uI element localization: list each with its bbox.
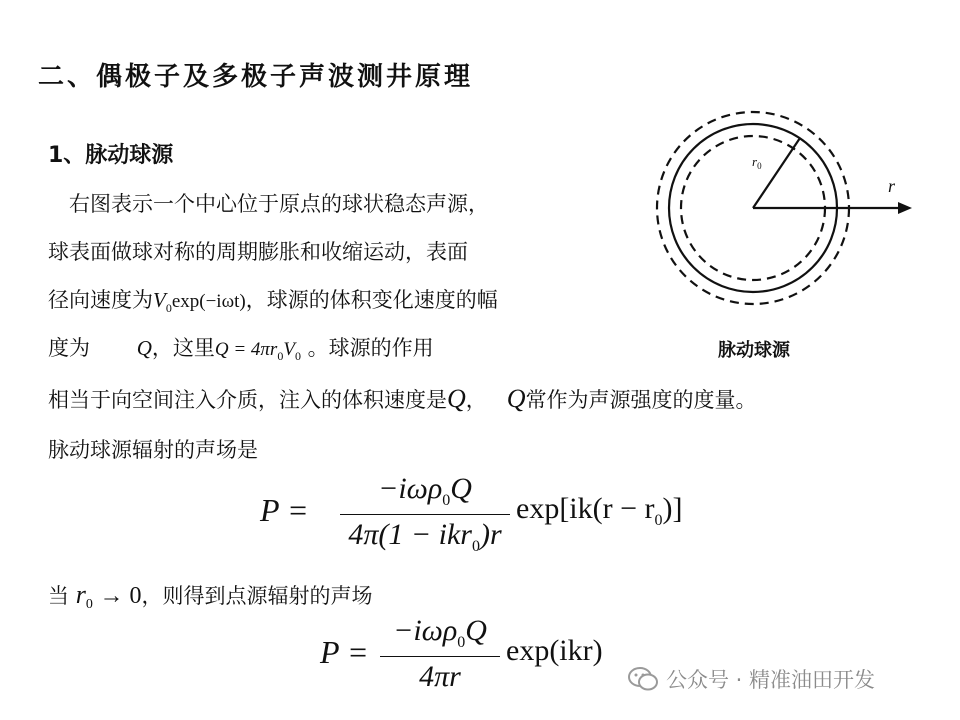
q-definition: Q = 4πr <box>214 339 278 360</box>
text-fragment: 。球源的作用 <box>307 336 434 360</box>
eq1-rhs-main: exp[ik(r − r <box>516 492 655 525</box>
limit-arrow: → 0 <box>99 583 142 609</box>
pulsating-sphere-diagram <box>640 110 930 320</box>
q-symbol: Q <box>447 384 466 413</box>
eq2-denominator <box>380 660 500 694</box>
wechat-icon <box>628 666 658 692</box>
velocity-exp: exp(−iωt) <box>171 291 246 312</box>
r0-symbol: r <box>75 580 86 609</box>
paragraph-line-7 <box>48 580 373 613</box>
text-fragment: ，球源的体积变化速度的幅 <box>245 288 498 312</box>
eq1-den-sub: 0 <box>471 538 480 555</box>
paragraph-line-2: 球表面做球对称的周期膨胀和收缩运动，表面 <box>48 240 468 264</box>
page-title: 二、偶极子及多极子声波测井原理 <box>38 62 474 92</box>
radius-r0-line <box>753 138 800 208</box>
eq1-num-main: −iωρ <box>378 472 443 505</box>
text-fragment: 度为 <box>48 336 90 360</box>
text-fragment: 相当于向空间注入介质，注入的体积速度是 <box>48 388 447 412</box>
arrow-head-icon <box>898 202 912 214</box>
eq2-fraction-bar <box>380 656 500 657</box>
text-fragment: 径向速度为 <box>48 288 153 312</box>
eq2-lhs: P = <box>320 634 369 670</box>
eq1-denominator <box>340 518 510 556</box>
eq2-rhs-main: exp(ikr) <box>506 634 603 667</box>
text-fragment: ， <box>465 388 487 412</box>
eq1-rhs-sub: 0 <box>654 512 663 529</box>
r0-subscript: 0 <box>85 597 93 613</box>
eq2-num-sub: 0 <box>457 634 466 651</box>
text-fragment: ，则得到点源辐射的声场 <box>141 584 373 608</box>
text-fragment: ，这里 <box>151 336 215 360</box>
eq1-rhs-tail: )] <box>662 492 683 525</box>
eq1-numerator <box>340 472 510 510</box>
velocity-subscript: 0 <box>165 301 172 316</box>
eq1-fraction-bar <box>340 514 510 515</box>
equation-2 <box>320 614 640 704</box>
equation-1 <box>260 472 720 562</box>
r-label: r <box>888 176 896 196</box>
eq2-num-tail: Q <box>465 614 487 647</box>
q-symbol: Q <box>136 336 152 360</box>
q-definition-subscript: 0 <box>277 349 284 364</box>
eq1-lhs: P = <box>260 492 309 528</box>
paragraph-line-3 <box>48 284 498 316</box>
r0-label: $r_0$ <box>752 154 762 171</box>
eq2-num-main: −iωρ <box>393 614 458 647</box>
eq1-num-tail: Q <box>450 472 472 505</box>
section-heading: 1、脉动球源 <box>48 143 174 168</box>
eq2-numerator <box>380 614 500 652</box>
paragraph-line-5 <box>48 384 757 414</box>
watermark-text: 公众号 · 精准油田开发 <box>666 668 876 692</box>
velocity-symbol: V <box>153 288 166 312</box>
eq2-den-main: 4πr <box>419 660 461 693</box>
eq1-den-main: 4π(1 − ikr <box>348 518 472 551</box>
eq1-num-sub: 0 <box>442 492 451 509</box>
paragraph-line-4 <box>48 332 434 364</box>
text-fragment: 当 <box>48 584 69 608</box>
watermark <box>628 664 875 694</box>
eq1-den-tail: )r <box>479 518 502 551</box>
q-definition-tail-subscript: 0 <box>294 349 301 364</box>
q-definition-tail: V <box>283 339 295 360</box>
eq1-rhs <box>516 492 683 530</box>
q-symbol: Q <box>506 384 526 413</box>
text-fragment: 常作为声源强度的度量。 <box>525 388 757 412</box>
paragraph-line-1: 右图表示一个中心位于原点的球状稳态声源， <box>69 192 489 216</box>
paragraph-line-6: 脉动球源辐射的声场是 <box>48 438 258 462</box>
eq2-rhs <box>506 634 603 668</box>
diagram-caption: 脉动球源 <box>718 340 790 361</box>
